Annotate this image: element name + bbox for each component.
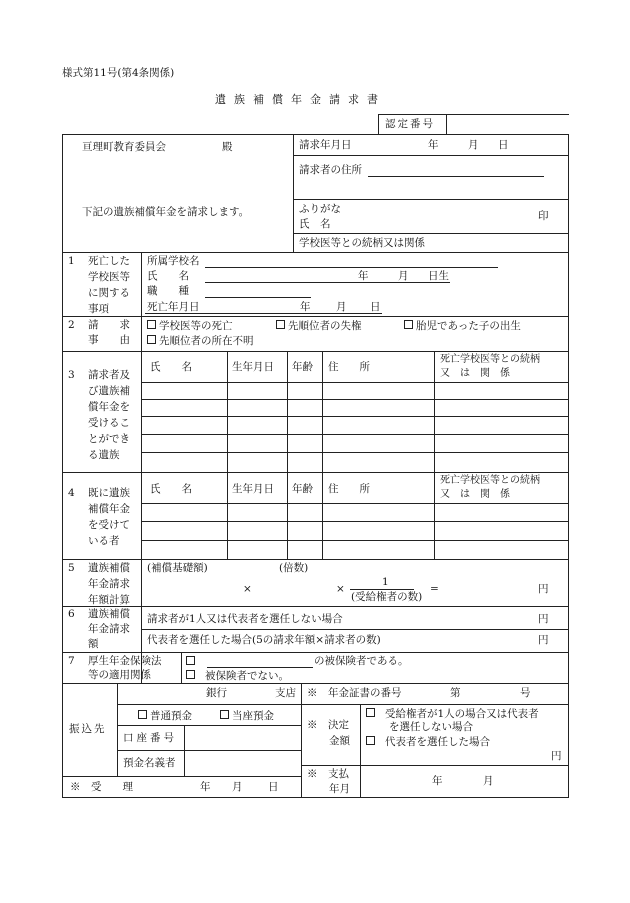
sec7-no: 7 [68,655,75,667]
year-unit: 年 [428,139,439,151]
option-label: 当座預金 [232,710,274,722]
table-rule [350,589,414,590]
sec2-no: 2 [68,319,75,331]
option-label: 先順位者の所在不明 [159,335,254,347]
table-rule [62,776,301,777]
table-rule [62,683,569,684]
times-sign-1: × [243,583,252,595]
sec5-no: 5 [68,562,75,574]
col-age: 年齢 [292,361,313,373]
death-day-unit: 日 [370,301,381,313]
insured-suffix: の被保険者である。 [314,655,409,667]
paid-month-unit: 月 [483,775,494,787]
sec6-no: 6 [68,608,75,620]
request-date-label: 請求年月日 [299,139,352,151]
checkbox-icon [220,710,229,719]
current-deposit-option[interactable] [220,710,274,722]
table-rule [117,704,301,705]
sec7-title-1: 厚生年金保険法 [88,655,162,667]
option-label: 受給権者が1人の場合又は代表者 [385,708,539,720]
checkbox-icon [147,335,156,344]
furigana-label: ふりがな [299,203,341,215]
table-rule [378,114,379,134]
sec1-no: 1 [68,255,75,267]
cert-no-field[interactable] [448,115,567,133]
post-field[interactable] [205,297,311,298]
option-label: 学校医等の死亡 [159,320,233,332]
col-relation-1: 死亡学校医等との続柄 [440,354,540,365]
table-rule [62,316,569,317]
table-rule [62,351,569,352]
school-label: 所属学校名 [147,255,200,267]
reason-option-3[interactable] [404,320,521,332]
equals-sign: = [430,583,439,595]
table-rule [117,725,301,726]
sec4-title-1: 既に遺族 [88,487,130,499]
addressee: 亘理町教育委員会 [82,141,166,153]
table-rule [301,683,302,797]
table-rule [62,134,63,797]
option-label: 胎児であった子の出生 [416,320,521,332]
received-label: ※ 受 理 [70,781,133,793]
decided-label-1: ※ 決定 [307,719,349,731]
col-relation-4-1: 死亡学校医等との続柄 [440,475,540,486]
col-address: 住 所 [328,361,370,373]
checkbox-icon [147,320,156,329]
sec6-row2-yen: 円 [538,634,549,646]
reason-option-2[interactable] [276,320,362,332]
sec4-title-3: を受けて [88,519,130,531]
multiplier-label: (倍数) [279,562,309,574]
sec3-title-2: び遺族補 [88,385,130,397]
table-rule [62,652,569,653]
col-name-4: 氏 名 [150,483,192,495]
death-year-unit: 年 [300,301,311,313]
account-no-field[interactable] [186,727,300,749]
sec4-title-4: いる者 [88,535,120,547]
sec4-title-2: 補償年金 [88,503,130,515]
table-rule [293,134,294,252]
sec1-title-2: 学校医等 [88,271,130,283]
post-label: 職 種 [147,285,189,297]
sec5-title-3: 年額計算 [88,594,130,606]
form-title: 遺族補償年金請求書 [215,93,386,106]
sec3-title-5: とができ [88,433,130,445]
table-rule [181,652,182,683]
table-rule [141,521,568,522]
pension-cert-label: ※ 年金証書の番号 [307,687,402,699]
death-date-field[interactable] [145,313,382,314]
sec5-title-2: 年金請求 [88,578,130,590]
sec6-title-1: 遺族補償 [88,608,130,620]
table-rule [293,233,568,234]
table-rule [62,797,569,798]
checkbox-icon [366,708,375,717]
deceased-name-field[interactable] [205,282,450,283]
address-label: 請求者の住所 [299,164,362,176]
form-style-no: 様式第11号(第4条関係) [62,67,175,79]
sec1-title-3: に関する [88,287,130,299]
table-rule [301,704,568,705]
ordinary-deposit-option[interactable] [138,710,192,722]
account-holder-field[interactable] [186,752,300,775]
address-field[interactable] [368,176,544,177]
sec6-title-3: 額 [88,638,99,650]
day-unit: 日 [498,139,509,151]
decided-label-2: 金額 [329,735,350,747]
table-rule [62,252,569,253]
transfer-label: 振込先 [69,723,107,735]
table-rule [117,750,301,751]
table-rule [360,704,361,797]
sec2-title-2: 事 由 [88,334,130,346]
table-rule [141,629,568,630]
reason-option-1[interactable] [147,320,233,332]
insured-option[interactable] [186,656,198,668]
checkbox-icon [404,320,413,329]
received-day-unit: 日 [268,781,279,793]
table-rule [62,559,569,560]
table-rule [141,416,568,417]
col-relation-2: 又 は 関 係 [440,368,510,379]
table-rule [301,765,568,766]
sec1-title-4: 事項 [88,303,109,315]
cert-no-label: 認定番号 [385,118,435,130]
received-year-unit: 年 [200,781,211,793]
checkbox-icon [186,670,195,679]
sec5-title-1: 遺族補償 [88,562,130,574]
paid-year-unit: 年 [432,775,443,787]
checkbox-icon [186,656,195,665]
decided-yen: 円 [551,750,562,762]
col-relation-4-2: 又 は 関 係 [440,489,510,500]
sec1-title-1: 死亡した [88,255,130,267]
sec3-title-6: る遺族 [88,449,120,461]
pension-cert-dai: 第 [450,687,461,699]
checkbox-icon [276,320,285,329]
option-label: 代表者を選任した場合 [385,736,490,748]
received-month-unit: 月 [232,781,243,793]
account-no-label: 口座番号 [123,732,177,744]
table-rule [141,503,568,504]
col-address-4: 住 所 [328,483,370,495]
decided-option-2[interactable] [366,736,490,748]
col-birth: 生年月日 [232,361,274,373]
paid-label-2: 年月 [329,783,350,795]
not-insured-option[interactable] [186,670,289,682]
option-label: 普通預金 [150,710,192,722]
col-name: 氏 名 [150,361,192,373]
insurance-name-field[interactable] [207,667,313,668]
sec6-row2-label: 代表者を選任した場合(5の請求年額×請求者の数) [147,634,381,646]
sec6-title-2: 年金請求 [88,623,130,635]
col-age-4: 年齢 [292,483,313,495]
table-rule [293,199,568,200]
honorific: 殿 [222,141,233,153]
decided-option-1[interactable] [366,708,539,720]
checkbox-icon [366,736,375,745]
month-unit: 月 [468,139,479,151]
sec4-no: 4 [68,487,75,499]
name-label: 氏 名 [299,218,331,230]
decided-option-1-line2: を選任しない場合 [389,721,473,733]
pension-cert-go: 号 [520,687,531,699]
relation-label: 学校医等との続柄又は関係 [299,237,425,249]
sec7-title-2: 等の適用関係 [88,669,151,681]
table-rule [62,134,569,135]
table-rule [141,452,568,453]
bank-label: 銀行 [206,687,227,699]
birth-month-unit: 月 [398,270,409,282]
death-date-label: 死亡年月日 [147,301,200,313]
sec6-row1-yen: 円 [538,613,549,625]
birth-year-unit: 年 [358,270,369,282]
table-rule [141,434,568,435]
seal-mark: 印 [538,210,549,222]
birth-suffix: 日生 [428,270,449,282]
table-rule [117,683,118,776]
table-rule [568,134,569,797]
sec6-row1-label: 請求者が1人又は代表者を選任しない場合 [147,613,343,625]
table-rule [62,472,569,473]
sec3-no: 3 [68,369,75,381]
table-rule [293,155,568,156]
table-rule [141,540,568,541]
branch-label: 支店 [275,687,296,699]
account-holder-label: 預金名義者 [123,757,176,769]
reason-option-4[interactable] [147,335,254,347]
sec3-title-3: 償年金を [88,401,130,413]
death-month-unit: 月 [336,301,347,313]
table-rule [62,606,569,607]
sec3-title-4: 受けるこ [88,417,130,429]
school-field[interactable] [205,267,498,268]
base-amount-label: (補償基礎額) [147,562,208,574]
fraction-denominator: (受給権者の数) [351,591,423,603]
times-sign-2: × [336,583,345,595]
table-rule [141,382,568,383]
sec3-title-1: 請求者及 [88,369,130,381]
sec5-yen: 円 [538,583,549,595]
option-label: 先順位者の失権 [288,320,362,332]
table-rule [141,399,568,400]
paid-label-1: ※ 支払 [307,768,349,780]
fraction-numerator: 1 [382,576,389,588]
checkbox-icon [138,710,147,719]
table-rule [446,114,447,134]
request-text: 下記の遺族補償年金を請求します。 [82,206,250,218]
col-birth-4: 生年月日 [232,483,274,495]
option-label: 被保険者でない。 [205,670,289,682]
sec2-title-1: 請 求 [88,319,130,331]
deceased-name-label: 氏 名 [147,270,189,282]
